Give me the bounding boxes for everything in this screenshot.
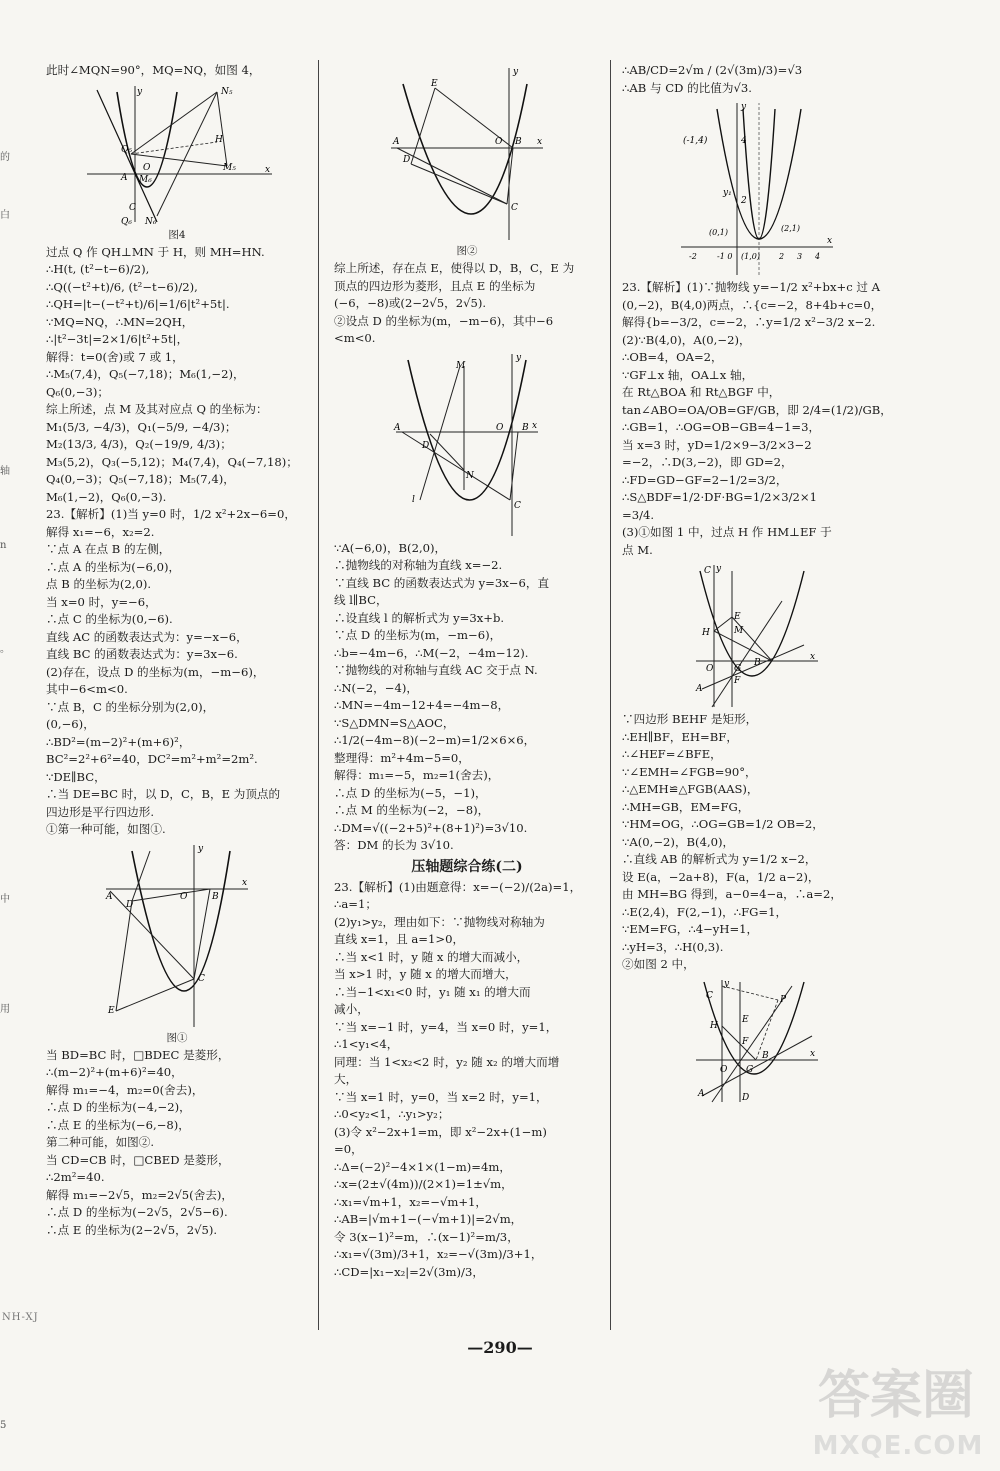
text-line: ∵A(0,−2)，B(4,0)， [622, 834, 735, 849]
text-line: (2)存在，设点 D 的坐标为(m，−m−6)， [46, 664, 265, 679]
svg-text:2: 2 [779, 252, 785, 261]
text-line: ∴1<y₁<4， [334, 1037, 399, 1051]
column-2 [334, 62, 600, 1281]
svg-text:x: x [810, 652, 816, 662]
text-line: ∴x=(2±√(4m))/(2×1)=1±√m， [334, 1177, 513, 1191]
svg-text:y: y [513, 67, 519, 77]
figure-4 [77, 82, 277, 228]
svg-text:E: E [742, 1014, 749, 1025]
text-line: ∴DM=√((−2+5)²+(8+1)²)=3√10. [334, 820, 528, 835]
text-block [622, 711, 892, 974]
svg-text:M₅: M₅ [223, 162, 236, 173]
text-line: 当 x=0 时，y=−6， [46, 594, 157, 609]
text-line: ∵MQ=NQ，∴MN=2QH， [46, 314, 194, 329]
figure-caption: 图4 [168, 228, 186, 241]
svg-text:x: x [532, 420, 538, 431]
svg-text:C: C [704, 566, 711, 576]
figure-caption: 图① [166, 1031, 188, 1044]
svg-text:M₆: M₆ [139, 174, 152, 185]
watermark [808, 1343, 988, 1461]
svg-text:Q₆: Q₆ [121, 216, 132, 227]
text-line: ①第一种可能，如图①. [46, 822, 166, 836]
text-line: tan∠ABO=OA/OB=GF/GB，即 2/4=(1/2)/GB， [622, 402, 892, 417]
svg-text:A: A [106, 891, 113, 902]
svg-text:O: O [706, 664, 714, 674]
text-line: ∴|t²−3t|=2×1/6|t²+5t|， [46, 332, 189, 346]
text-line: ∵直线 BC 的函数表达式为 y=3x−6，直 [334, 575, 550, 590]
figure-1 [102, 841, 252, 1031]
text-line: ∴Δ=(−2)²−4×1×(1−m)=4m， [334, 1159, 511, 1174]
text-line: 解得 x₁=−6，x₂=2. [46, 524, 155, 539]
text-line: =−2，∴D(3,−2)，即 GD=2， [622, 455, 793, 469]
text-line: ∴0<y₂<1，∴y₁>y₂； [334, 1107, 450, 1121]
column-1 [46, 62, 308, 1239]
svg-text:B: B [754, 658, 761, 668]
text-line: ∴点 D 的坐标为(−4,−2)， [46, 1100, 191, 1114]
text-line: (2)∵B(4,0)，A(0,−2)， [622, 332, 751, 347]
question-23-block [46, 506, 308, 839]
figure-rectangle-behf-2 [692, 976, 822, 1106]
text-line: ∴点 E 的坐标为(2−2√5，2√5). [46, 1222, 218, 1237]
segment [116, 979, 194, 1011]
text-line: 四边形是平行四边形. [46, 804, 155, 819]
text-block [46, 1047, 308, 1240]
text-line: BC²=2²+6²=40，DC²=m²+m²=2m². [46, 752, 258, 766]
text-line: (−6，−8)或(2−2√5，2√5). [334, 296, 487, 310]
text-line: ∵∠EMH=∠FGB=90°， [622, 764, 757, 779]
text-line: 顶点的四边形为菱形，且点 E 的坐标为 [334, 278, 536, 293]
dashed-segment [722, 986, 778, 1000]
section-title: 压轴题综合练(二) [411, 858, 523, 875]
text-line: ∴当−1<x₁<0 时，y₁ 随 x₁ 的增大而 [334, 984, 531, 999]
svg-text:E: E [108, 1005, 115, 1016]
svg-text:E: E [431, 79, 438, 89]
text-line: ∴yH=3，∴H(0,3). [622, 939, 724, 954]
edge-fragment: n [0, 540, 7, 551]
svg-text:x: x [537, 137, 543, 147]
svg-text:x: x [827, 236, 833, 246]
figure-d-m-n [392, 350, 542, 540]
figure-2 [387, 64, 547, 244]
svg-text:y: y [137, 86, 143, 97]
text-block [46, 62, 308, 80]
text-line: =0， [334, 1142, 363, 1156]
watermark-logo-text: 答案圈 [818, 1366, 975, 1426]
text-line: ∴∠HEF=∠BFE， [622, 747, 722, 761]
parabola-curve [132, 851, 230, 991]
svg-text:y: y [516, 352, 522, 363]
text-line: ∴S△BDF=1/2·DF·BG=1/2×3/2×1 [622, 490, 818, 504]
text-line: ②设点 D 的坐标为(m，−m−6)，其中−6 [334, 313, 554, 328]
svg-text:O: O [496, 422, 504, 433]
text-line: ∴N(−2，−4)， [334, 680, 418, 695]
text-line: ∵当 x=−1 时，y=4，当 x=0 时，y=1， [334, 1019, 558, 1034]
text-line: 答：DM 的长为 3√10. [334, 838, 454, 852]
text-line: 直线 AC 的函数表达式为：y=−x−6， [46, 629, 248, 644]
svg-text:(-1,4): (-1,4) [683, 136, 708, 146]
text-line: 综上所述，点 M 及其对应点 Q 的坐标为： [46, 402, 268, 416]
text-line: ∴AB=|√m+1−(−√m+1)|=2√m， [334, 1212, 523, 1226]
text-line: ∴AB 与 CD 的比值为√3. [622, 80, 752, 95]
text-line: 减小， [334, 1002, 369, 1016]
text-line: ∴Q((−t²+t)/6, (t²−t−6)/2), [46, 279, 198, 294]
text-line: ∵点 B，C 的坐标分别为(2,0)， [46, 699, 215, 714]
text-line: ∴点 C 的坐标为(0,−6). [46, 612, 173, 626]
svg-text:C: C [706, 990, 713, 1001]
svg-text:3: 3 [797, 252, 803, 261]
segment [714, 617, 732, 631]
parabola-curve [700, 571, 804, 676]
text-line: ∴点 M 的坐标为(−2，−8)， [334, 803, 490, 817]
svg-text:(1,0): (1,0) [741, 252, 760, 261]
figure-caption: 图② [456, 245, 478, 257]
segment [116, 901, 132, 1011]
text-line: 点 B 的坐标为(2,0). [46, 577, 152, 591]
text-line: 23.【解析】(1)由题意得：x=−(−2)/(2a)=1， [334, 879, 582, 894]
text-line: ∵当 x=1 时，y=0，当 x=2 时，y=1， [334, 1089, 548, 1104]
svg-text:C: C [511, 203, 518, 213]
segment [712, 601, 782, 707]
text-line: ∵点 D 的坐标为(m，−m−6)， [334, 628, 502, 642]
question-23-block [334, 879, 600, 1282]
figure-rectangle-behf-1 [692, 561, 822, 711]
line-ac [402, 432, 510, 500]
text-line: ∵点 A 在点 B 的左侧， [46, 542, 171, 556]
text-line: 同理：当 1<x₂<2 时，y₂ 随 x₂ 的增大而增 [334, 1054, 560, 1069]
watermark-text: MXQE.COM [812, 1431, 984, 1461]
edge-fragment: 5 [0, 1420, 7, 1431]
text-line: Q₆(0,−3)； [46, 384, 109, 399]
svg-text:H: H [702, 628, 710, 638]
text-line: ∴点 A 的坐标为(−6,0)， [46, 559, 181, 574]
dashed-segment [131, 142, 217, 154]
text-line: 在 Rt△BOA 和 Rt△BGF 中， [622, 385, 781, 399]
text-line: ∴△EMH≌△FGB(AAS)， [622, 782, 759, 796]
text-line: 大， [334, 1072, 358, 1086]
svg-text:B: B [762, 1050, 769, 1061]
svg-text:A: A [698, 1088, 705, 1099]
text-line: ∴点 E 的坐标为(−6,−8)， [46, 1117, 190, 1132]
svg-text:y: y [741, 102, 747, 112]
text-line: ∴FD=GD−GF=2−1/2=3/2， [622, 472, 788, 487]
svg-text:x: x [265, 164, 271, 175]
text-line: 解得：t=0(舍)或 7 或 1， [46, 349, 184, 364]
svg-text:N: N [466, 470, 474, 481]
text-line: ∴E(2,4)，F(2,−1)，∴FG=1， [622, 904, 788, 919]
svg-text:A: A [393, 137, 400, 147]
text-line: ∴GB=1，∴OG=OB−GB=4−1=3， [622, 420, 821, 434]
svg-text:y: y [724, 978, 730, 989]
text-line: ∵GF⊥x 轴，OA⊥x 轴， [622, 367, 754, 382]
svg-text:y: y [198, 843, 204, 854]
text-line: ∴直线 AB 的解析式为 y=1/2 x−2， [622, 852, 817, 866]
segment [411, 164, 507, 204]
segment [722, 1026, 756, 1060]
svg-text:Q₅: Q₅ [121, 144, 132, 155]
text-line: M₆(1,−2)，Q₆(0,−3). [46, 489, 167, 504]
text-line: 令 3(x−1)²=m，∴(x−1)²=m/3， [334, 1229, 519, 1244]
svg-text:O: O [495, 137, 503, 147]
edge-fragment: 轴 [0, 466, 10, 477]
line-ab [702, 1036, 812, 1096]
svg-text:4: 4 [741, 136, 747, 146]
text-line: (2)y₁>y₂，理由如下：∵抛物线对称轴为 [334, 914, 545, 929]
text-line: ∴2m²=40. [46, 1170, 105, 1184]
text-line: ∴OB=4，OA=2， [622, 350, 723, 364]
text-line: ∴当 DE=BC 时，以 D，C，B，E 为顶点的 [46, 787, 281, 801]
corner-code: NH-XJ [2, 1312, 39, 1323]
svg-text:y: y [716, 564, 722, 574]
text-line: 直线 BC 的函数表达式为：y=3x−6. [46, 647, 238, 661]
text-line: 整理得：m²+4m−5=0， [334, 750, 470, 765]
svg-text:2: 2 [741, 196, 747, 206]
figure-coordinate-parabolas [677, 99, 837, 279]
text-line: ∵DE∥BC， [46, 769, 106, 784]
text-line: ∵S△DMN=S△AOC， [334, 715, 455, 730]
text-line: 23.【解析】(1)当 y=0 时，1/2 x²+2x−6=0， [46, 507, 296, 521]
watermark-logo-icon [808, 1343, 988, 1433]
svg-text:D: D [126, 899, 134, 910]
text-line: (0,−2)，B(4,0)两点，∴{c=−2，8+4b+c=0， [622, 297, 883, 312]
text-line: (0,−6)， [46, 717, 95, 731]
text-line: ∴MH=GB，EM=FG， [622, 799, 750, 814]
text-line: 解得 m₁=−2√5，m₂=2√5(舍去)， [46, 1187, 234, 1202]
text-line: 第二种可能，如图②. [46, 1135, 155, 1149]
text-line: 当 CD=CB 时，□CBED 是菱形， [46, 1152, 230, 1167]
text-line: ∴H(t, (t²−t−6)/2), [46, 262, 150, 276]
text-line: M₂(13/3, 4/3)，Q₂(−19/9, 4/3)； [46, 437, 232, 451]
svg-text:B: B [212, 891, 219, 902]
text-line: ∴EH∥BF，EH=BF， [622, 729, 738, 744]
text-line: Q₄(0,−3)；Q₅(−7,18)；M₅(7,4)， [46, 472, 235, 486]
svg-text:E: E [734, 612, 741, 622]
segment [132, 889, 210, 901]
page-number: —290— [467, 1338, 533, 1357]
text-line: ∵HM=OG，∴OG=GB=1/2 OB=2， [622, 817, 824, 831]
text-line: 其中−6<m<0. [46, 682, 128, 696]
text-line: 过点 Q 作 QH⊥MN 于 H，则 MH=HN. [46, 244, 265, 259]
svg-text:D: D [403, 155, 411, 165]
text-line: 23.【解析】(1)∵抛物线 y=−1/2 x²+bx+c 过 A [622, 280, 881, 294]
svg-text:y₁: y₁ [723, 188, 732, 198]
text-line: M₁(5/3, −4/3)，Q₁(−5/9, −4/3)； [46, 419, 237, 434]
svg-text:B: B [515, 137, 522, 147]
text-line: ∴BD²=(m−2)²+(m+6)²， [46, 734, 191, 749]
text-line: ∵A(−6,0)，B(2,0)， [334, 540, 447, 555]
text-line: 此时∠MQN=90°，MQ=NQ，如图 4， [46, 63, 261, 77]
svg-text:G: G [746, 1064, 754, 1075]
text-line: ∴a=1； [334, 897, 377, 911]
edge-fragment: 的 [0, 152, 10, 163]
svg-text:M: M [734, 626, 744, 636]
svg-text:B: B [522, 422, 529, 433]
svg-text:P: P [780, 994, 787, 1005]
svg-text:G: G [734, 664, 742, 674]
text-line: ∵四边形 BEHF 是矩形， [622, 712, 758, 726]
svg-text:F: F [742, 1036, 749, 1047]
edge-fragment: 中 [0, 894, 10, 905]
text-line: 点 M. [622, 542, 653, 557]
svg-text:4: 4 [815, 252, 821, 261]
svg-text:N₆: N₆ [145, 216, 157, 227]
text-line: (3)令 x²−2x+1=m，即 x²−2x+(1−m) [334, 1124, 547, 1139]
column-divider [610, 60, 611, 1330]
svg-text:l: l [412, 494, 415, 505]
text-line: ∴QH=|t−(−t²+t)/6|=1/6|t²+5t|. [46, 297, 230, 311]
text-block [622, 62, 892, 97]
svg-text:-2: -2 [689, 252, 697, 261]
svg-text:x: x [810, 1048, 816, 1059]
segment [732, 617, 772, 661]
text-line: 线 l∥BC， [334, 593, 388, 607]
segment [131, 92, 217, 154]
question-23-block [622, 279, 892, 559]
svg-text:O: O [180, 891, 188, 902]
svg-text:A: A [696, 684, 703, 694]
segment [411, 88, 435, 164]
text-line: ∵EM=FG，∴4−yH=1， [622, 922, 759, 936]
text-line: ∴b=−4m−6，∴M(−2，−4m−12). [334, 645, 529, 660]
text-line: 综上所述，存在点 E，使得以 D，B，C，E 为 [334, 261, 575, 275]
text-line: ∴M₅(7,4)，Q₅(−7,18)；M₆(1,−2)， [46, 367, 245, 381]
svg-text:O: O [143, 162, 151, 173]
text-line: ∴点 D 的坐标为(−2√5，2√5−6). [46, 1205, 228, 1219]
svg-text:(0,1): (0,1) [709, 228, 728, 237]
text-line: 解得：m₁=−5，m₂=1(舍去)， [334, 768, 500, 782]
text-line: ∴MN=−4m−12+4=−4m−8， [334, 698, 510, 712]
svg-text:-1 0: -1 0 [717, 252, 733, 261]
svg-text:A: A [394, 422, 401, 433]
text-line: 当 BD=BC 时，□BDEC 是菱形， [46, 1047, 230, 1062]
column-divider [318, 60, 319, 1330]
segment [430, 434, 464, 470]
text-line: 由 MH=BG 得到，a−0=4−a，∴a=2， [622, 887, 842, 901]
line-bc [194, 889, 210, 979]
text-line: 当 x=3 时，yD=1/2×9−3/2×3−2 [622, 437, 812, 452]
text-line: 直线 x=1，且 a=1>0， [334, 932, 465, 946]
text-line: ∴1/2(−4m−8)(−2−m)=1/2×6×6， [334, 733, 536, 747]
svg-text:C: C [129, 202, 136, 213]
column-3 [622, 62, 892, 1106]
text-line: ∴抛物线的对称轴为直线 x=−2. [334, 558, 503, 572]
svg-text:H: H [710, 1020, 718, 1031]
text-block [46, 244, 308, 507]
svg-text:A: A [121, 172, 128, 183]
text-line: ∴设直线 l 的解析式为 y=3x+b. [334, 610, 505, 625]
segment [217, 92, 227, 166]
svg-text:x: x [242, 877, 248, 888]
edge-fragment: 白 [0, 210, 10, 221]
svg-text:F: F [734, 676, 741, 686]
segment [157, 92, 217, 216]
edge-fragment: 用 [0, 1004, 10, 1015]
text-block [334, 260, 600, 348]
svg-text:C: C [514, 500, 521, 511]
text-line: 解得 m₁=−4，m₂=0(舍去)， [46, 1082, 204, 1097]
text-line: ∴x₁=√m+1，x₂=−√m+1， [334, 1194, 488, 1209]
text-line: ∴CD=|x₁−x₂|=2√(3m)/3， [334, 1264, 484, 1279]
text-line: M₃(5,2)，Q₃(−5,12)；M₄(7,4)，Q₄(−7,18)； [46, 454, 298, 469]
text-block [334, 540, 600, 855]
edge-fragment: 。 [0, 644, 10, 655]
svg-text:D: D [742, 1092, 750, 1103]
text-line: (3)①如图 1 中，过点 H 作 HM⊥EF 于 [622, 525, 832, 539]
text-line: 当 x>1 时，y 随 x 的增大而增大， [334, 967, 517, 981]
text-line: =3/4. [622, 507, 655, 522]
svg-text:M: M [456, 360, 466, 371]
text-line: ∵抛物线的对称轴与直线 AC 交于点 N. [334, 663, 538, 677]
text-line: ∴(m−2)²+(m+6)²=40， [46, 1065, 183, 1079]
text-line: ∴当 x<1 时，y 随 x 的增大而减小， [334, 949, 529, 964]
svg-text:N₅: N₅ [221, 86, 233, 97]
svg-text:(2,1): (2,1) [781, 224, 800, 233]
text-line: 解得{b=−3/2，c=−2，∴y=1/2 x²−3/2 x−2. [622, 315, 876, 329]
line-l [420, 366, 460, 500]
text-line: ∴AB/CD=2√m / (2√(3m)/3)=√3 [622, 63, 803, 77]
text-line: 设 E(a，−2a+8)，F(a，1/2 a−2)， [622, 869, 820, 884]
text-line: ②如图 2 中， [622, 957, 695, 971]
line-bc [510, 432, 518, 500]
text-line: <m<0. [334, 331, 376, 345]
svg-text:D: D [422, 440, 430, 451]
svg-text:O: O [720, 1064, 728, 1075]
text-line: ∴点 D 的坐标为(−5，−1)， [334, 785, 487, 800]
svg-text:C: C [198, 973, 205, 984]
svg-text:H: H [215, 134, 223, 145]
text-line: ∴x₁=√(3m)/3+1，x₂=−√(3m)/3+1， [334, 1247, 543, 1261]
